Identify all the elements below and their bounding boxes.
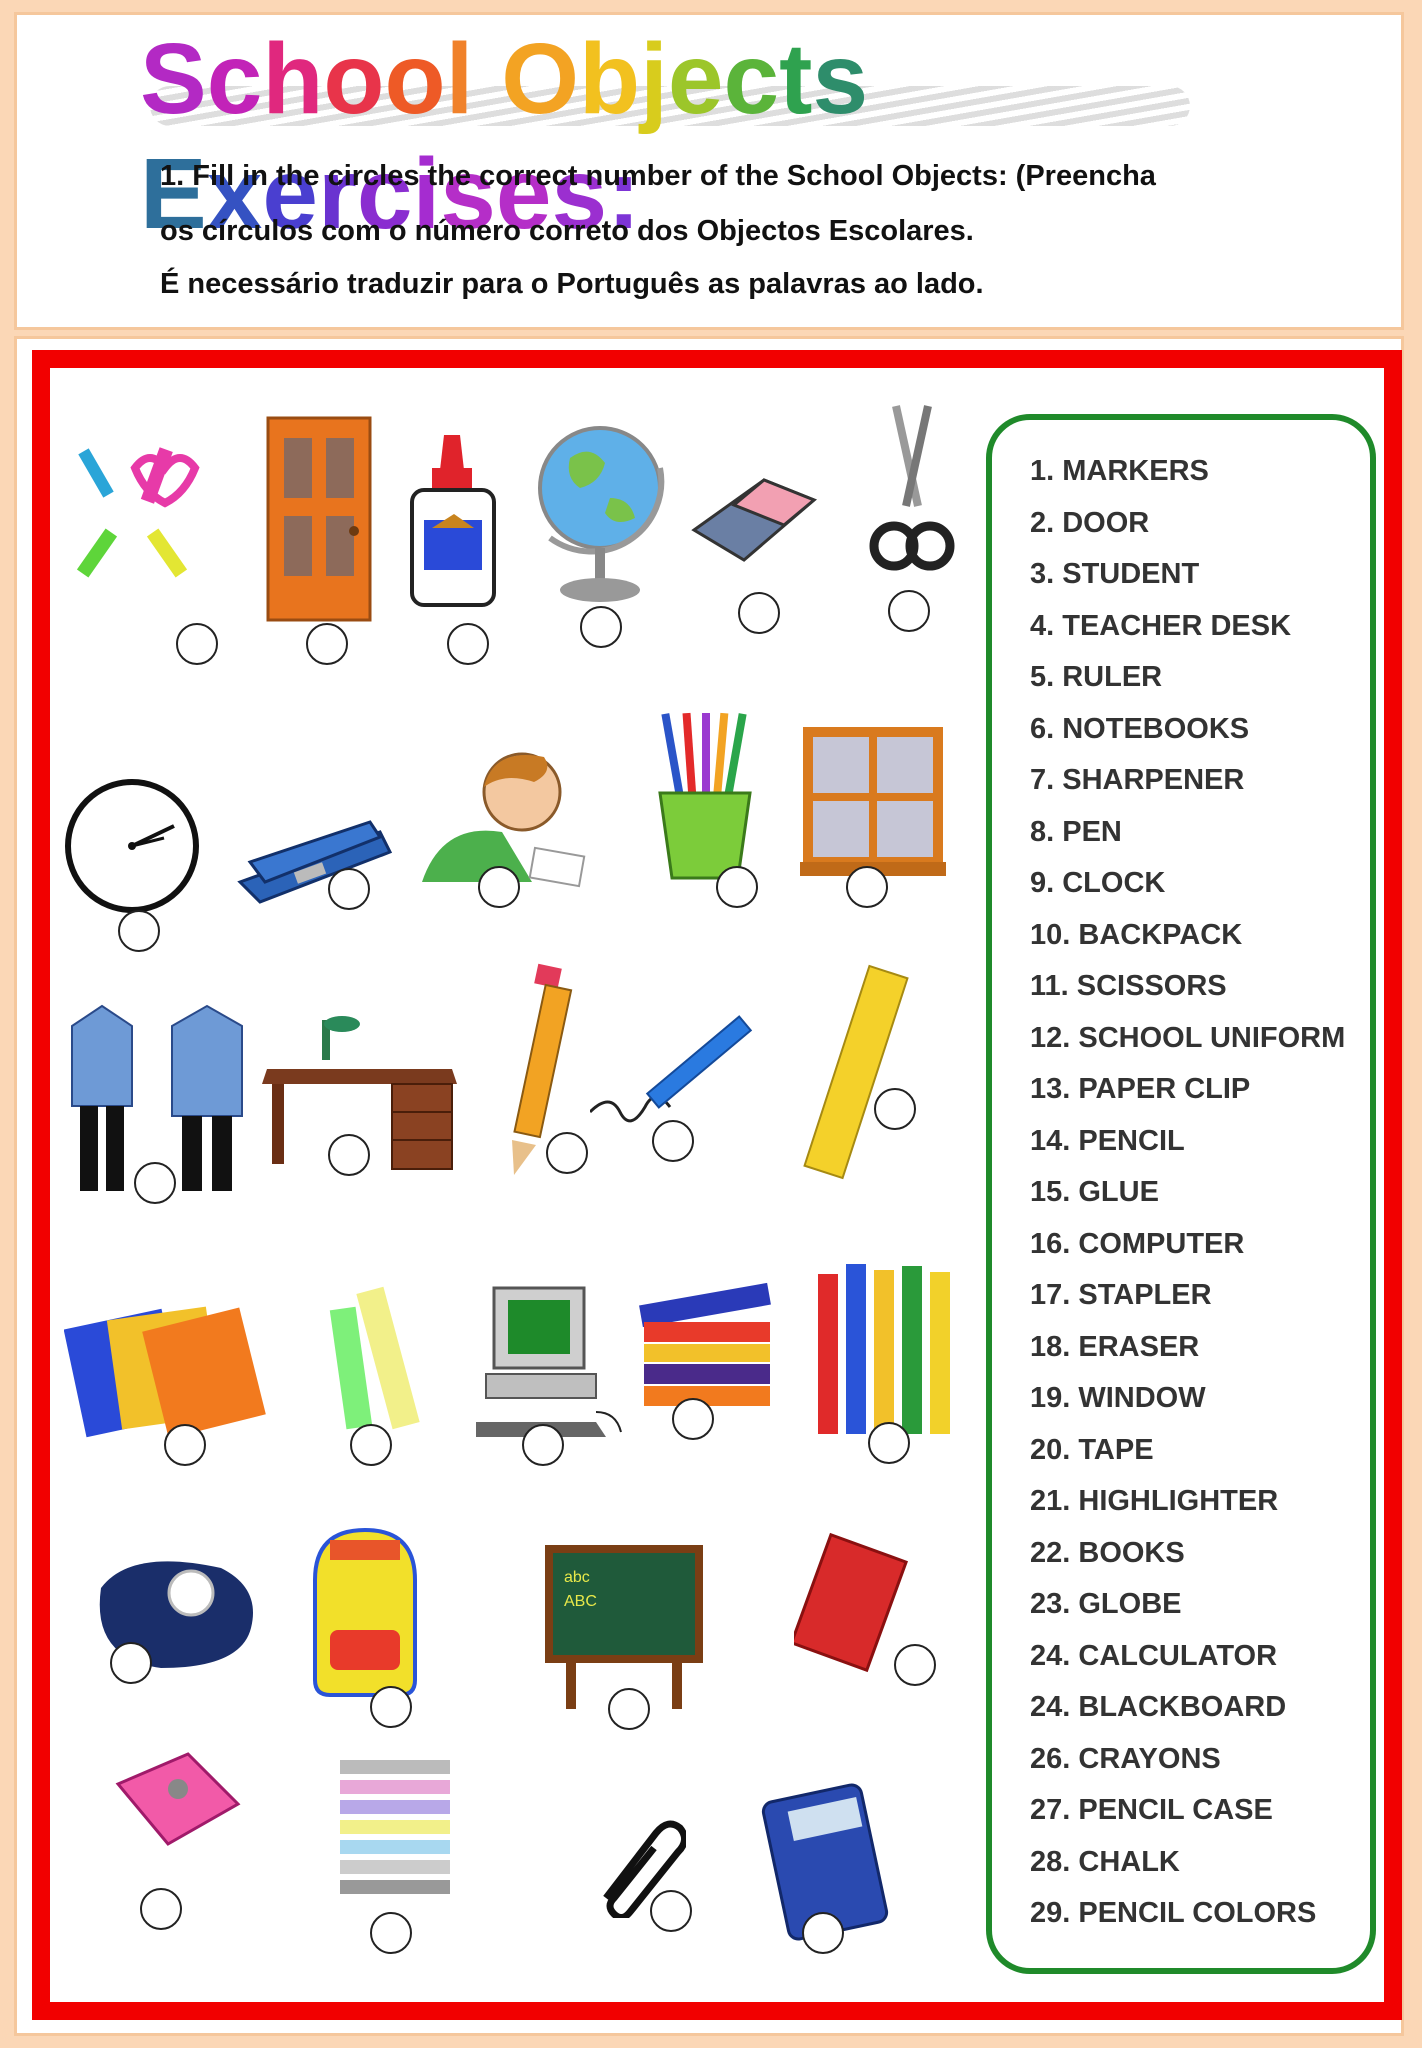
answer-circle[interactable] — [868, 1422, 910, 1464]
crayons-picture — [810, 1244, 960, 1444]
title-letter: x — [206, 138, 263, 250]
answer-circle[interactable] — [118, 910, 160, 952]
markers-picture — [70, 438, 220, 598]
answer-circle[interactable] — [306, 623, 348, 665]
answer-circle[interactable] — [522, 1424, 564, 1466]
word-list-item: 21. HIGHLIGHTER — [1030, 1485, 1279, 1517]
answer-circle[interactable] — [110, 1642, 152, 1684]
door-picture — [266, 416, 372, 622]
word-list-item: 9. CLOCK — [1030, 867, 1166, 899]
backpack-picture — [300, 1520, 430, 1700]
title-letter: c — [723, 23, 780, 135]
word-list-item: 20. TAPE — [1030, 1433, 1154, 1466]
title-letter: t — [779, 23, 813, 135]
word-list-item: 23. GLOBE — [1030, 1588, 1182, 1620]
title-letter: b — [579, 23, 641, 135]
word-list-item: 2. DOOR — [1030, 506, 1150, 539]
answer-circle[interactable] — [176, 623, 218, 665]
answer-circle[interactable] — [652, 1120, 694, 1162]
title-letter: e — [667, 23, 724, 135]
word-list-item: 22. BOOKS — [1030, 1536, 1185, 1569]
clock-picture — [62, 776, 202, 916]
sharpener-picture — [108, 1744, 248, 1864]
answer-circle[interactable] — [608, 1688, 650, 1730]
word-list-item: 8. PEN — [1030, 815, 1122, 848]
word-list-item: 13. PAPER CLIP — [1030, 1073, 1251, 1105]
title-letter: s — [812, 23, 869, 135]
word-list-item: 12. SCHOOL UNIFORM — [1030, 1021, 1346, 1054]
eraser-picture — [684, 470, 824, 580]
answer-circle[interactable] — [447, 623, 489, 665]
answer-circle[interactable] — [370, 1686, 412, 1728]
title-letter: : — [607, 138, 641, 250]
word-list-item: 3. STUDENT — [1030, 558, 1200, 590]
stapler-picture — [220, 812, 400, 912]
ruler-picture — [786, 962, 946, 1182]
word-list-item: 15. GLUE — [1030, 1176, 1159, 1208]
answer-circle[interactable] — [874, 1088, 916, 1130]
title-letter: s — [440, 138, 496, 250]
word-list-item: 17. STAPLER — [1030, 1279, 1212, 1311]
title-letter: O — [501, 23, 579, 135]
answer-circle[interactable] — [370, 1912, 412, 1954]
word-list-item: 24. CALCULATOR — [1030, 1639, 1278, 1672]
word-list-item: 6. NOTEBOOKS — [1030, 712, 1250, 745]
title-letter: i — [412, 138, 441, 250]
word-list-item: 4. TEACHER DESK — [1030, 609, 1292, 642]
word-list-item: 24. BLACKBOARD — [1030, 1691, 1287, 1723]
globe-picture — [530, 418, 670, 608]
title-letter: S — [140, 23, 207, 135]
blackboard-text-2: ABC — [564, 1593, 597, 1610]
word-list-item: 11. SCISSORS — [1030, 970, 1227, 1002]
title-letter: s — [551, 138, 608, 250]
title-letter: j — [640, 23, 668, 135]
answer-circle[interactable] — [888, 590, 930, 632]
word-list-item: 29. PENCIL COLORS — [1030, 1897, 1317, 1929]
title-letter: e — [495, 138, 552, 250]
answer-circle[interactable] — [672, 1398, 714, 1440]
word-list-item: 10. BACKPACK — [1030, 918, 1243, 951]
answer-circle[interactable] — [846, 866, 888, 908]
answer-circle[interactable] — [328, 1134, 370, 1176]
word-list-item: 28. CHALK — [1030, 1845, 1180, 1878]
word-list-item: 26. CRAYONS — [1030, 1742, 1221, 1775]
answer-circle[interactable] — [650, 1890, 692, 1932]
title-letter: o — [323, 23, 385, 135]
word-list-item: 27. PENCIL CASE — [1030, 1794, 1273, 1826]
word-list-item: 19. WINDOW — [1030, 1382, 1206, 1414]
title-letter: c — [206, 23, 263, 135]
word-list-item: 18. ERASER — [1030, 1330, 1200, 1363]
highlighter-picture — [330, 1750, 460, 1910]
answer-circle[interactable] — [478, 866, 520, 908]
instruction-line-2: os círculos com o número correto dos Objectos Escolares. — [160, 215, 974, 247]
answer-circle[interactable] — [328, 868, 370, 910]
title-letter: e — [262, 138, 318, 250]
title-letter: c — [356, 138, 413, 250]
title-letter: E — [140, 138, 207, 250]
answer-circle[interactable] — [802, 1912, 844, 1954]
word-list-item: 1. MARKERS — [1030, 455, 1209, 487]
title-letter: r — [317, 138, 357, 250]
word-list-item: 14. PENCIL — [1030, 1124, 1185, 1157]
glue-picture — [402, 430, 502, 610]
answer-circle[interactable] — [350, 1424, 392, 1466]
answer-circle[interactable] — [164, 1424, 206, 1466]
instruction-line-1: 1. Fill in the circles the correct number of the School Objects: (Preencha — [160, 160, 1156, 192]
blackboard-text-1: abc — [564, 1569, 590, 1586]
books-picture — [630, 1264, 780, 1424]
answer-circle[interactable] — [546, 1132, 588, 1174]
answer-circle[interactable] — [580, 606, 622, 648]
answer-circle[interactable] — [894, 1644, 936, 1686]
pencil-colors-picture — [650, 708, 760, 888]
notebooks-picture — [64, 1298, 274, 1448]
title-letter: h — [262, 23, 324, 135]
title-letter — [473, 23, 501, 135]
computer-picture — [476, 1282, 626, 1442]
instruction-line-3: É necessário traduzir para o Português as palavras ao lado. — [160, 268, 984, 300]
word-list-item: 7. SHARPENER — [1030, 764, 1245, 796]
answer-circle[interactable] — [134, 1162, 176, 1204]
chalk-picture — [318, 1278, 438, 1448]
answer-circle[interactable] — [716, 866, 758, 908]
scissors-picture — [866, 396, 956, 580]
word-list-item: 16. COMPUTER — [1030, 1227, 1245, 1260]
title-letter: l — [445, 23, 474, 135]
word-list-item: 5. RULER — [1030, 661, 1163, 693]
window-picture — [800, 724, 946, 884]
answer-circle[interactable] — [738, 592, 780, 634]
title-letter: o — [384, 23, 446, 135]
pen-picture — [590, 982, 810, 1132]
answer-circle[interactable] — [140, 1888, 182, 1930]
